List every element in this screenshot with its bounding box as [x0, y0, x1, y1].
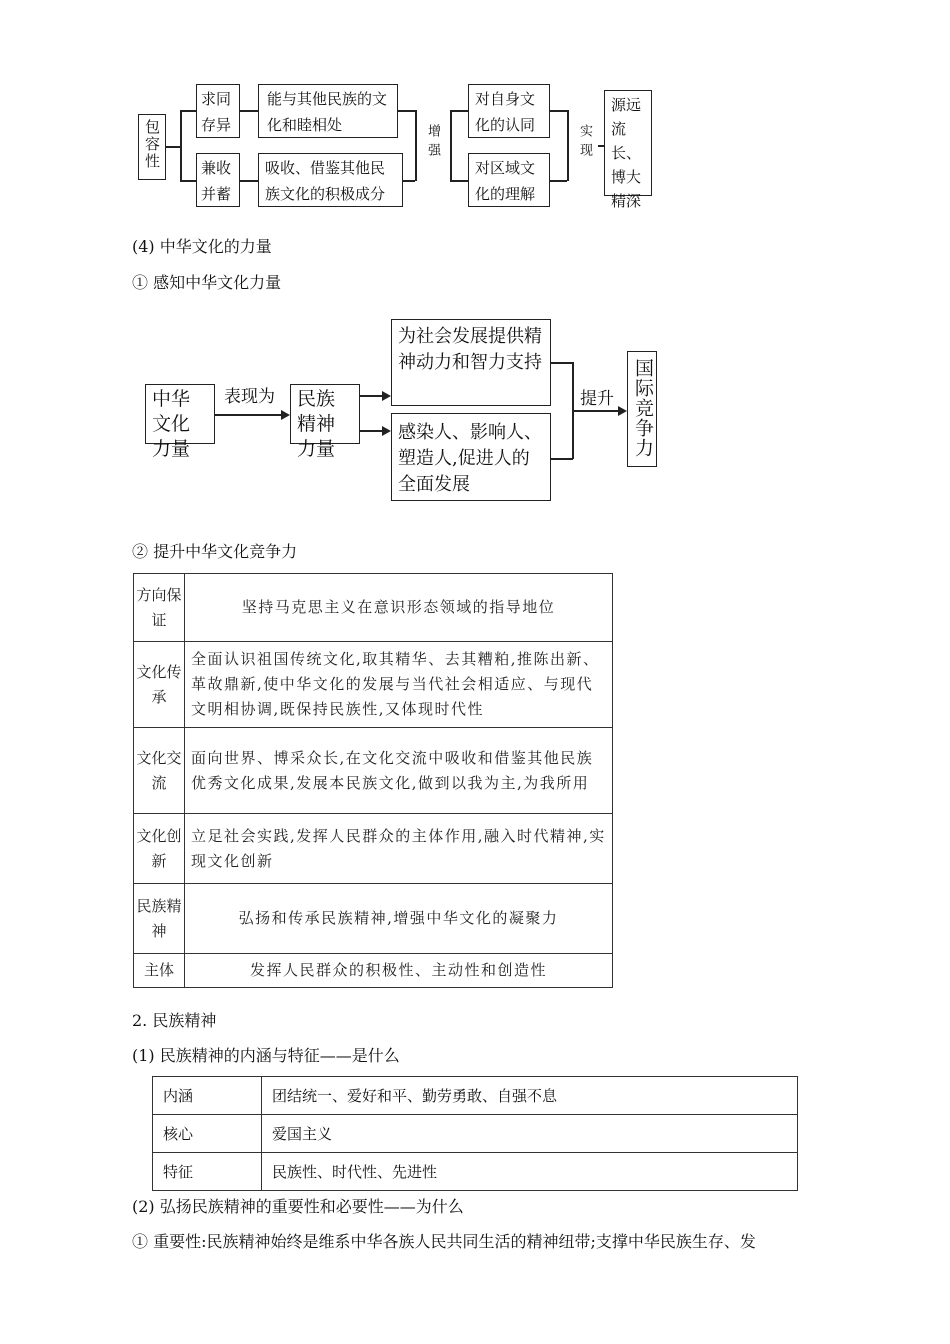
- node-inclusiveness: 包容性: [138, 114, 166, 180]
- paragraph-importance: ① 重要性:民族精神始终是维系中华各族人民共同生活的精神纽带;支撑中华民族生存、发: [132, 1232, 756, 1251]
- row-content: 面向世界、博采众长,在文化交流中吸收和借鉴其他民族优秀文化成果,发展本民族文化,做到以我为主,为我所用: [185, 728, 613, 814]
- row-header: 文化创新: [134, 814, 185, 884]
- node-result: 源远流长、博大精深: [604, 90, 652, 196]
- node-intl-competitiveness: 国际竞争力: [627, 351, 657, 467]
- row-content: 全面认识祖国传统文化,取其精华、去其糟粕,推陈出新、革故鼎新,使中华文化的发展与当代社会相适应、与现代文明相协调,既保持民族性,又体现时代性: [185, 642, 613, 728]
- row-content: 立足社会实践,发挥人民群众的主体作用,融入时代精神,实现文化创新: [185, 814, 613, 884]
- node-seek-common-desc: 能与其他民族的文化和睦相处: [258, 84, 398, 138]
- table-row: [153, 1115, 798, 1153]
- row-header: 核心: [153, 1115, 262, 1153]
- heading-national-spirit: 2. 民族精神: [132, 1011, 217, 1030]
- row-content: 爱国主义: [262, 1115, 798, 1153]
- heading-competitiveness: ② 提升中华文化竞争力: [132, 542, 298, 561]
- table-row: [134, 954, 613, 988]
- label-manifest: 表现为: [224, 387, 275, 407]
- table-row: [134, 728, 613, 814]
- table-row: [134, 814, 613, 884]
- table-row: [134, 642, 613, 728]
- table-row: [153, 1153, 798, 1191]
- heading-power: (4) 中华文化的力量: [132, 237, 272, 256]
- heading-what: (1) 民族精神的内涵与特征——是什么: [132, 1046, 400, 1065]
- node-inspire-people: 感染人、影响人、塑造人,促进人的全面发展: [391, 413, 551, 501]
- national-spirit-table: [152, 1076, 798, 1191]
- table-row: [134, 884, 613, 954]
- node-inclusive-absorb: 兼收并蓄: [196, 153, 240, 207]
- row-content: 发挥人民群众的积极性、主动性和创造性: [185, 954, 613, 988]
- label-enhance: 增强: [425, 124, 440, 162]
- label-realize: 实现: [577, 124, 592, 162]
- row-header: 内涵: [153, 1077, 262, 1115]
- competitiveness-table: [133, 573, 613, 988]
- node-inclusive-absorb-desc: 吸收、借鉴其他民族文化的积极成分: [258, 153, 403, 207]
- heading-why: (2) 弘扬民族精神的重要性和必要性——为什么: [132, 1197, 464, 1216]
- row-header: 文化传承: [134, 642, 185, 728]
- node-seek-common: 求同存异: [196, 84, 240, 138]
- row-header: 主体: [134, 954, 185, 988]
- node-chinese-culture-power: 中华文化力量: [145, 384, 215, 444]
- row-content: 民族性、时代性、先进性: [262, 1153, 798, 1191]
- row-header: 民族精神: [134, 884, 185, 954]
- row-content: 团结统一、爱好和平、勤劳勇敢、自强不息: [262, 1077, 798, 1115]
- row-header: 特征: [153, 1153, 262, 1191]
- table-row: [153, 1077, 798, 1115]
- row-header: 文化交流: [134, 728, 185, 814]
- row-content: 坚持马克思主义在意识形态领域的指导地位: [185, 574, 613, 642]
- node-spirit-support: 为社会发展提供精神动力和智力支持: [391, 319, 551, 406]
- table-row: [134, 574, 613, 642]
- node-regional-understanding: 对区域文化的理解: [468, 153, 550, 207]
- row-content: 弘扬和传承民族精神,增强中华文化的凝聚力: [185, 884, 613, 954]
- row-header: 方向保证: [134, 574, 185, 642]
- heading-perceive: ① 感知中华文化力量: [132, 273, 282, 292]
- node-national-spirit-power: 民族精神力量: [290, 384, 360, 444]
- node-self-identity: 对自身文化的认同: [468, 84, 550, 138]
- label-improve: 提升: [580, 389, 614, 409]
